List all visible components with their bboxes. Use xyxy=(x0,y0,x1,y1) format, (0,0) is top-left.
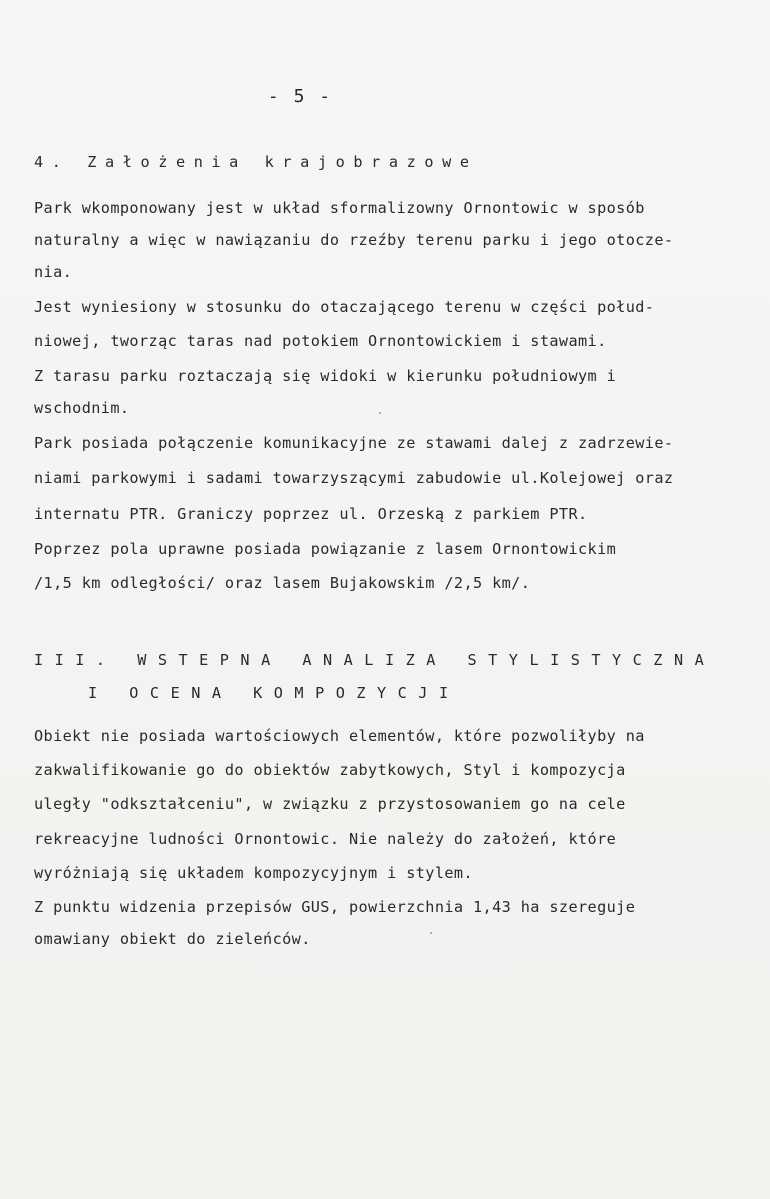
section-3-line-7: omawiany obiekt do zieleńców. xyxy=(34,930,311,948)
section-4-line-9: niami parkowymi i sadami towarzyszącymi zabudowie ul.Kolejowej oraz xyxy=(34,469,674,487)
section-3-line-5: wyróżniają się układem kompozycyjnym i stylem. xyxy=(34,864,474,882)
section-3-line-1: Obiekt nie posiada wartościowych elementów, które pozwoliłyby na xyxy=(34,727,645,745)
section-4-line-10: internatu PTR. Graniczy poprzez ul. Orzeską z parkiem PTR. xyxy=(34,505,588,523)
section-4-line-6: Z tarasu parku roztaczają się widoki w kierunku południowym i xyxy=(34,367,617,385)
scan-speck xyxy=(430,932,432,934)
section-3-line-3: uległy "odkształceniu", w związku z przystosowaniem go na cele xyxy=(34,795,626,813)
scan-speck xyxy=(379,412,381,414)
section-3-line-2: zakwalifikowanie go do obiektów zabytkowych, Styl i kompozycja xyxy=(34,761,626,779)
section-3-line-6: Z punktu widzenia przepisów GUS, powierzchnia 1,43 ha szereguje xyxy=(34,898,636,916)
section-4-line-3: nia. xyxy=(34,263,73,281)
section-4-line-4: Jest wyniesiony w stosunku do otaczającego terenu w części połud- xyxy=(34,298,655,316)
section-4-line-11: Poprzez pola uprawne posiada powiązanie z lasem Ornontowickim xyxy=(34,540,617,558)
section-4-heading: 4. Założenia krajobrazowe xyxy=(34,153,478,171)
page-number: - 5 - xyxy=(267,86,333,107)
section-3-heading-line-1: III. WSTEPNA ANALIZA STYLISTYCZNA xyxy=(34,651,716,669)
section-4-line-8: Park posiada połączenie komunikacyjne ze stawami dalej z zadrzewie- xyxy=(34,434,674,452)
section-4-line-12: /1,5 km odległości/ oraz lasem Bujakowskim /2,5 km/. xyxy=(34,574,531,592)
section-3-heading-line-2: I OCENA KOMPOZYCJI xyxy=(88,684,460,702)
section-4-line-2: naturalny a więc w nawiązaniu do rzeźby terenu parku i jego otocze- xyxy=(34,231,674,249)
section-4-line-5: niowej, tworząc taras nad potokiem Ornontowickiem i stawami. xyxy=(34,332,607,350)
section-3-line-4: rekreacyjne ludności Ornontowic. Nie należy do założeń, które xyxy=(34,830,617,848)
section-4-line-7: wschodnim. xyxy=(34,399,130,417)
section-4-line-1: Park wkomponowany jest w układ sformalizowny Ornontowic w sposób xyxy=(34,199,645,217)
